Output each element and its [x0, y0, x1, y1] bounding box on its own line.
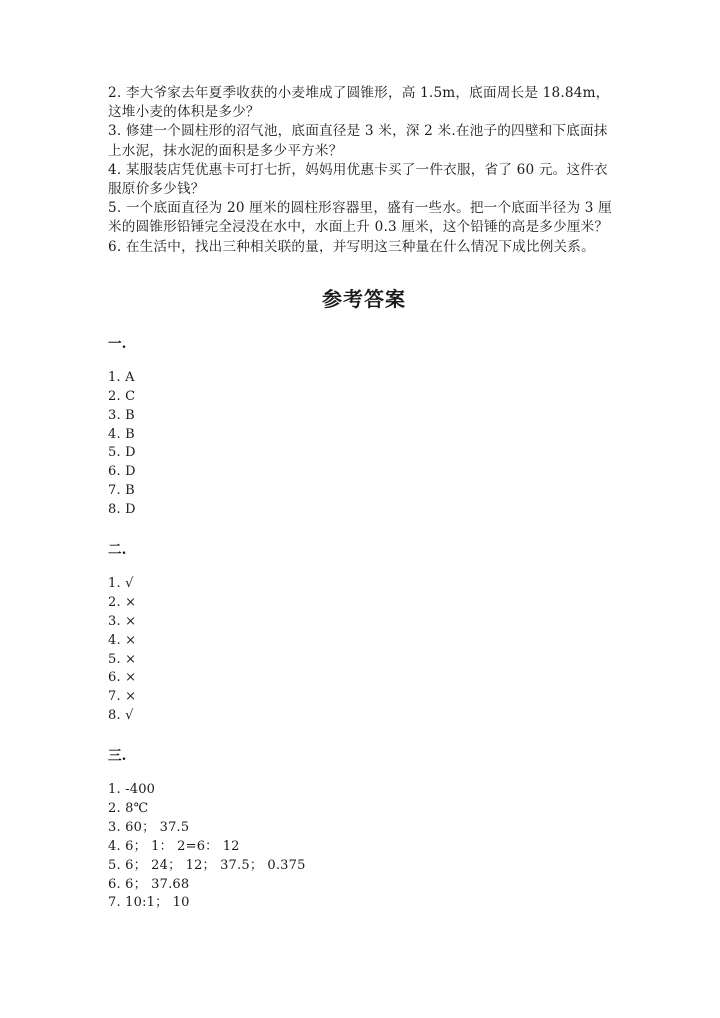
answer-item: 6. × — [108, 670, 137, 686]
answer-item: 5. D — [108, 445, 136, 461]
answer-item: 3. 60； 37.5 — [108, 819, 190, 835]
document-page — [108, 84, 620, 913]
answer-section-3 — [108, 747, 620, 913]
answer-section-2 — [108, 541, 620, 726]
answer-item: 5. 6； 24； 12； 37.5； 0.375 — [108, 857, 306, 873]
answer-item: 4. 6； 1： 2=6： 12 — [108, 838, 240, 854]
section-heading: 三. — [108, 748, 127, 765]
answer-list — [108, 369, 620, 520]
answer-item: 6. D — [108, 464, 136, 480]
answer-item: 7. 10:1； 10 — [108, 895, 190, 911]
answer-item: 1. A — [108, 369, 135, 385]
answer-item: 5. × — [108, 651, 137, 667]
section-heading: 二. — [108, 541, 127, 558]
answer-list — [108, 781, 620, 913]
problem-item: 4. 某服装店凭优惠卡可打七折，妈妈用优惠卡买了一件衣服，省了 60 元。这件衣服原价多少钱？ — [108, 161, 608, 198]
answer-item: 2. C — [108, 388, 136, 404]
answer-list — [108, 575, 620, 726]
answer-item: 1. -400 — [108, 782, 156, 798]
answer-item: 3. × — [108, 613, 137, 629]
answer-item: 7. B — [108, 483, 135, 499]
answer-item: 1. √ — [108, 575, 134, 591]
answer-section-1 — [108, 335, 620, 520]
answer-item: 8. √ — [108, 708, 134, 724]
answer-item: 2. × — [108, 594, 137, 610]
answer-item: 4. × — [108, 632, 137, 648]
answer-item: 2. 8℃ — [108, 800, 149, 816]
answer-item: 4. B — [108, 426, 135, 442]
problem-item: 6. 在生活中，找出三种相关联的量，并写明这三种量在什么情况下成比例关系。 — [108, 238, 595, 255]
answer-item: 3. B — [108, 407, 135, 423]
answer-item: 6. 6； 37.68 — [108, 876, 190, 892]
section-heading: 一. — [108, 335, 127, 352]
problem-list — [108, 84, 620, 257]
answer-title: 参考答案 — [322, 286, 406, 311]
problem-item: 5. 一个底面直径为 20 厘米的圆柱形容器里，盛有一些水。把一个底面半径为 3 厘米的圆锥形铅锤完全浸没在水中，水面上升 0.3 厘米，这个铅锤的高是多少厘米？ — [108, 200, 612, 236]
answer-item: 7. × — [108, 689, 137, 705]
answer-item: 8. D — [108, 502, 136, 518]
problem-item: 3. 修建一个圆柱形的沼气池，底面直径是 3 米，深 2 米.在池子的四壁和下底面抹上水泥，抹水泥的面积是多少平方米？ — [108, 123, 608, 159]
problem-item: 2. 李大爷家去年夏季收获的小麦堆成了圆锥形，高 1.5m，底面周长是 18.84m，这堆小麦的体积是多少？ — [108, 85, 610, 121]
